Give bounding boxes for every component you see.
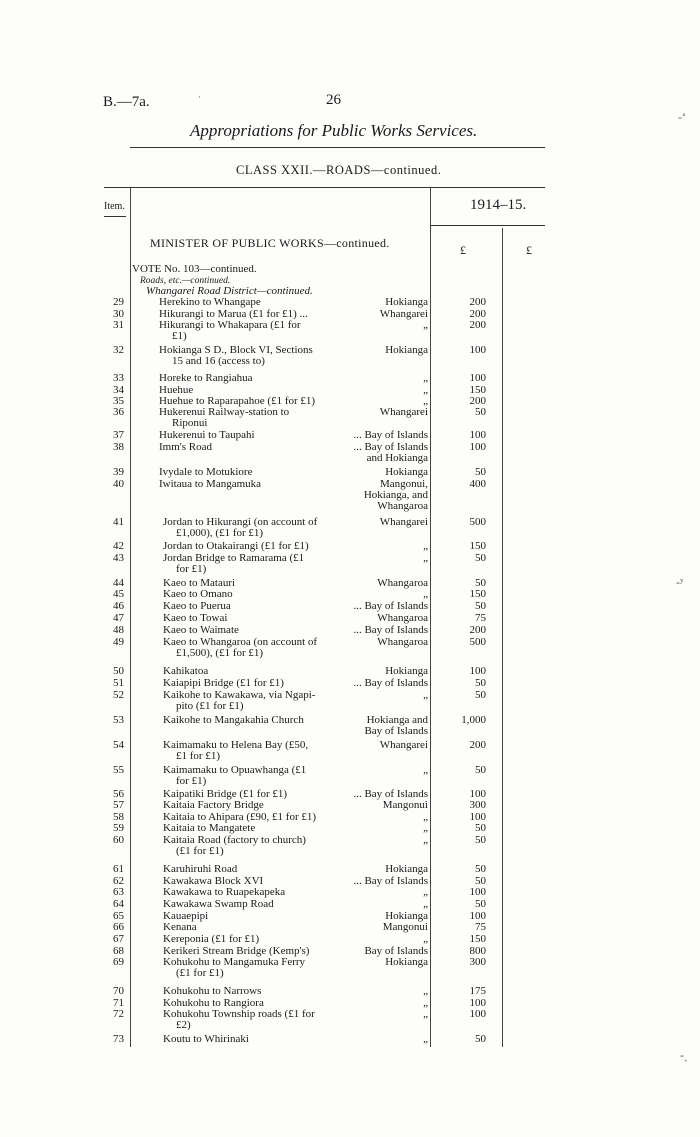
- item-description: Kaitaia to Ahipara (£90, £1 for £1): [163, 811, 317, 823]
- item-number: 69: [113, 956, 124, 968]
- item-description: Kerikeri Stream Bridge (Kemp's): [163, 945, 310, 957]
- amount-value: 50: [475, 677, 486, 689]
- amount-value: 175: [469, 985, 486, 997]
- item-description: Kenana: [163, 921, 197, 933]
- item-description: Kaikohe to Mangakahia Church: [163, 714, 304, 726]
- item-description-continued: £2): [176, 1019, 191, 1031]
- item-description: Kauaepipi: [163, 910, 209, 922]
- item-description: Kohukohu to Narrows: [163, 985, 262, 997]
- district-name: „: [423, 1033, 428, 1045]
- item-number: 68: [113, 945, 124, 957]
- item-number: 38: [113, 441, 124, 453]
- amount-value: 50: [475, 863, 486, 875]
- amount-column-divider: [430, 187, 431, 1047]
- item-description: Kaimamaku to Helena Bay (£50,: [163, 739, 309, 751]
- item-description: Kaeo to Towai: [163, 612, 228, 624]
- item-description-continued: for £1): [176, 775, 207, 787]
- item-description-continued: Riponui: [172, 417, 208, 429]
- item-number: 57: [113, 799, 124, 811]
- district-name: Mangonui,: [380, 478, 428, 490]
- amount-value: 100: [469, 372, 486, 384]
- district-name: Whangaroa: [377, 636, 428, 648]
- item-number: 71: [113, 997, 124, 1009]
- item-description: Jordan to Hikurangi (on account of: [163, 516, 318, 528]
- amount-value: 400: [469, 478, 486, 490]
- district-name: „: [423, 834, 428, 846]
- scan-speck: ·: [198, 92, 201, 102]
- amount-value: 100: [469, 1008, 486, 1020]
- item-description: Kereponia (£1 for £1): [163, 933, 260, 945]
- district-name: ... Bay of Islands: [353, 788, 428, 800]
- item-number: 64: [113, 898, 124, 910]
- amount-value: 75: [475, 612, 486, 624]
- amount-value: 150: [469, 588, 486, 600]
- item-description-continued: £1,500), (£1 for £1): [176, 647, 264, 659]
- item-number: 62: [113, 875, 124, 887]
- amount-value: 75: [475, 921, 486, 933]
- item-number: 58: [113, 811, 124, 823]
- district-name: „: [423, 1008, 428, 1020]
- roads-subheading: Roads, etc.—continued.: [140, 276, 231, 286]
- district-name: ... Bay of Islands: [353, 429, 428, 441]
- item-number: 60: [113, 834, 124, 846]
- item-description: Ivydale to Motukiore: [159, 466, 253, 478]
- item-number: 33: [113, 372, 124, 384]
- year-header-rule: [431, 225, 545, 226]
- item-number: 50: [113, 665, 124, 677]
- item-description: Kahikatoa: [163, 665, 209, 677]
- item-number: 73: [113, 1033, 124, 1045]
- district-name: Whangaroa: [377, 612, 428, 624]
- district-name: „: [423, 552, 428, 564]
- item-number: 40: [113, 478, 124, 490]
- item-description: Huehue to Raparapahoe (£1 for £1): [159, 395, 316, 407]
- amount-value: 150: [469, 933, 486, 945]
- scan-mark: -ʸ: [676, 575, 684, 589]
- table-top-rule: [104, 187, 545, 188]
- item-number: 49: [113, 636, 124, 648]
- district-subheading: Whangarei Road District—continued.: [146, 285, 313, 297]
- district-name: Whangarei: [379, 406, 428, 418]
- item-column-header: Item.: [104, 201, 125, 212]
- item-number: 46: [113, 600, 124, 612]
- item-description: Kaiapipi Bridge (£1 for £1): [163, 677, 284, 689]
- amount-value: 200: [469, 395, 486, 407]
- scan-mark: -ʻ: [678, 110, 686, 124]
- item-number: 41: [113, 516, 124, 528]
- district-name: Whangarei: [379, 308, 428, 320]
- amount-value: 200: [469, 624, 486, 636]
- item-description: Horeke to Rangiahua: [159, 372, 253, 384]
- item-description: Kawakawa Swamp Road: [163, 898, 274, 910]
- item-description: Kaeo to Matauri: [163, 577, 236, 589]
- item-description: Kohukohu to Mangamuka Ferry: [163, 956, 306, 968]
- district-name: Whangarei: [379, 516, 428, 528]
- district-name-continued: Bay of Islands: [364, 725, 428, 737]
- amount-value: 100: [469, 429, 486, 441]
- item-description: Herekino to Whangape: [159, 296, 261, 308]
- item-description: Kawakawa to Ruapekapeka: [163, 886, 286, 898]
- item-description: Kaeo to Waimate: [163, 624, 239, 636]
- amount-value: 50: [475, 898, 486, 910]
- item-number: 53: [113, 714, 124, 726]
- district-name: Mangonui: [382, 921, 428, 933]
- item-description-continued: (£1 for £1): [176, 967, 224, 979]
- item-description: Koutu to Whirinaki: [163, 1033, 249, 1045]
- district-name: ... Bay of Islands: [353, 677, 428, 689]
- page-title: Appropriations for Public Works Services.: [190, 121, 478, 140]
- district-name: „: [423, 319, 428, 331]
- item-number: 31: [113, 319, 124, 331]
- item-description: Kaeo to Omano: [163, 588, 233, 600]
- item-description: Kaitaia Road (factory to church): [163, 834, 306, 846]
- amount-value: 50: [475, 875, 486, 887]
- district-name: Hokianga: [385, 296, 428, 308]
- item-number: 39: [113, 466, 124, 478]
- item-number: 32: [113, 344, 124, 356]
- district-name: Mangonui: [382, 799, 428, 811]
- item-description: Iwitaua to Mangamuka: [159, 478, 262, 490]
- item-description: Hokianga S D., Block VI, Sections: [159, 344, 313, 356]
- district-name: „: [423, 540, 428, 552]
- amount-value: 100: [469, 788, 486, 800]
- item-number: 36: [113, 406, 124, 418]
- item-description: Jordan Bridge to Ramarama (£1: [163, 552, 305, 564]
- pound-sign-column-1: £: [460, 243, 466, 257]
- item-number: 66: [113, 921, 124, 933]
- amount-value: 50: [475, 600, 486, 612]
- item-number: 61: [113, 863, 124, 875]
- item-number: 43: [113, 552, 124, 564]
- amount-value: 50: [475, 1033, 486, 1045]
- district-name: Hokianga: [385, 466, 428, 478]
- district-name: Hokianga: [385, 910, 428, 922]
- item-description: Kaimamaku to Opuawhanga (£1: [163, 764, 307, 776]
- amount-value: 500: [469, 516, 486, 528]
- item-number: 44: [113, 577, 124, 589]
- item-description: Hukerenui Railway-station to: [159, 406, 290, 418]
- district-name: Hokianga and: [366, 714, 428, 726]
- header-rule: [130, 147, 545, 148]
- item-header-rule: [104, 216, 126, 217]
- item-column-divider: [130, 187, 131, 1047]
- total-column-divider: [502, 228, 503, 1047]
- item-description: Kaitaia to Mangatete: [163, 822, 256, 834]
- amount-value: 200: [469, 308, 486, 320]
- district-name: Hokianga: [385, 344, 428, 356]
- item-description: Hukerenui to Taupahi: [159, 429, 255, 441]
- item-description-continued: £1 for £1): [176, 750, 220, 762]
- document-reference: B.—7a.: [103, 94, 150, 110]
- amount-value: 100: [469, 811, 486, 823]
- amount-value: 50: [475, 466, 486, 478]
- scan-mark: -ˎ: [680, 1048, 688, 1062]
- item-number: 51: [113, 677, 124, 689]
- item-description: Kaitaia Factory Bridge: [163, 799, 264, 811]
- amount-value: 300: [469, 799, 486, 811]
- item-number: 35: [113, 395, 124, 407]
- item-number: 54: [113, 739, 124, 751]
- district-name: „: [423, 933, 428, 945]
- district-name: „: [423, 822, 428, 834]
- page-number: 26: [326, 92, 341, 108]
- district-name: „: [423, 985, 428, 997]
- amount-value: 150: [469, 384, 486, 396]
- amount-value: 500: [469, 636, 486, 648]
- item-description: Huehue: [159, 384, 194, 396]
- amount-value: 200: [469, 739, 486, 751]
- district-name: „: [423, 588, 428, 600]
- amount-value: 150: [469, 540, 486, 552]
- item-number: 70: [113, 985, 124, 997]
- item-number: 65: [113, 910, 124, 922]
- district-name: „: [423, 764, 428, 776]
- item-number: 52: [113, 689, 124, 701]
- item-number: 45: [113, 588, 124, 600]
- item-number: 48: [113, 624, 124, 636]
- item-number: 34: [113, 384, 124, 396]
- vote-subheading: VOTE No. 103—continued.: [132, 263, 257, 275]
- item-number: 56: [113, 788, 124, 800]
- amount-value: 100: [469, 886, 486, 898]
- district-name: „: [423, 395, 428, 407]
- district-name: Whangaroa: [377, 577, 428, 589]
- amount-value: 200: [469, 319, 486, 331]
- amount-value: 300: [469, 956, 486, 968]
- item-number: 67: [113, 933, 124, 945]
- minister-heading: MINISTER OF PUBLIC WORKS—continued.: [150, 236, 390, 250]
- district-name: ... Bay of Islands: [353, 624, 428, 636]
- district-name-continued: Hokianga, and: [363, 489, 428, 501]
- district-name-continued: and Hokianga: [366, 452, 428, 464]
- district-name: Hokianga: [385, 863, 428, 875]
- item-description: Kaeo to Puerua: [163, 600, 231, 612]
- district-name: ... Bay of Islands: [353, 875, 428, 887]
- item-description: Kaipatiki Bridge (£1 for £1): [163, 788, 288, 800]
- item-description: Kaikohe to Kawakawa, via Ngapi-: [163, 689, 316, 701]
- district-name: Whangarei: [379, 739, 428, 751]
- item-description-continued: 15 and 16 (access to): [172, 355, 265, 367]
- item-description: Karuhiruhi Road: [163, 863, 238, 875]
- amount-value: 50: [475, 834, 486, 846]
- amount-value: 50: [475, 577, 486, 589]
- amount-value: 800: [469, 945, 486, 957]
- amount-value: 1,000: [461, 714, 486, 726]
- item-number: 72: [113, 1008, 124, 1020]
- district-name: Hokianga: [385, 665, 428, 677]
- amount-value: 50: [475, 689, 486, 701]
- district-name: Hokianga: [385, 956, 428, 968]
- district-name-continued: Whangaroa: [377, 500, 428, 512]
- item-number: 29: [113, 296, 124, 308]
- amount-value: 50: [475, 764, 486, 776]
- amount-value: 50: [475, 822, 486, 834]
- district-name: ... Bay of Islands: [353, 600, 428, 612]
- district-name: Bay of Islands: [364, 945, 428, 957]
- amount-value: 50: [475, 552, 486, 564]
- class-title: CLASS XXII.—ROADS—continued.: [236, 163, 442, 177]
- amount-value: 100: [469, 997, 486, 1009]
- item-description: Kohukohu to Rangiora: [163, 997, 264, 1009]
- item-description: Hikurangi to Whakapara (£1 for: [159, 319, 301, 331]
- item-description: Kaeo to Whangaroa (on account of: [163, 636, 318, 648]
- item-number: 47: [113, 612, 124, 624]
- district-name: „: [423, 997, 428, 1009]
- district-name: „: [423, 886, 428, 898]
- item-number: 59: [113, 822, 124, 834]
- item-description: Jordan to Otakairangi (£1 for £1): [163, 540, 309, 552]
- district-name: „: [423, 372, 428, 384]
- item-number: 55: [113, 764, 124, 776]
- item-number: 30: [113, 308, 124, 320]
- item-description-continued: pito (£1 for £1): [176, 700, 244, 712]
- item-description-continued: £1,000), (£1 for £1): [176, 527, 264, 539]
- amount-value: 100: [469, 344, 486, 356]
- item-number: 42: [113, 540, 124, 552]
- item-number: 63: [113, 886, 124, 898]
- amount-value: 200: [469, 296, 486, 308]
- district-name: „: [423, 811, 428, 823]
- item-description-continued: (£1 for £1): [176, 845, 224, 857]
- item-description: Kohukohu Township roads (£1 for: [163, 1008, 315, 1020]
- pound-sign-column-2: £: [526, 243, 532, 257]
- year-column-header: 1914–15.: [470, 197, 527, 213]
- amount-value: 100: [469, 910, 486, 922]
- district-name: „: [423, 898, 428, 910]
- district-name: ... Bay of Islands: [353, 441, 428, 453]
- district-name: „: [423, 384, 428, 396]
- item-description-continued: £1): [172, 330, 187, 342]
- item-description: Imm's Road: [159, 441, 213, 453]
- item-description-continued: for £1): [176, 563, 207, 575]
- item-description: Hikurangi to Marua (£1 for £1) ...: [159, 308, 308, 320]
- amount-value: 50: [475, 406, 486, 418]
- amount-value: 100: [469, 665, 486, 677]
- item-number: 37: [113, 429, 124, 441]
- district-name: „: [423, 689, 428, 701]
- item-description: Kawakawa Block XVI: [163, 875, 264, 887]
- amount-value: 100: [469, 441, 486, 453]
